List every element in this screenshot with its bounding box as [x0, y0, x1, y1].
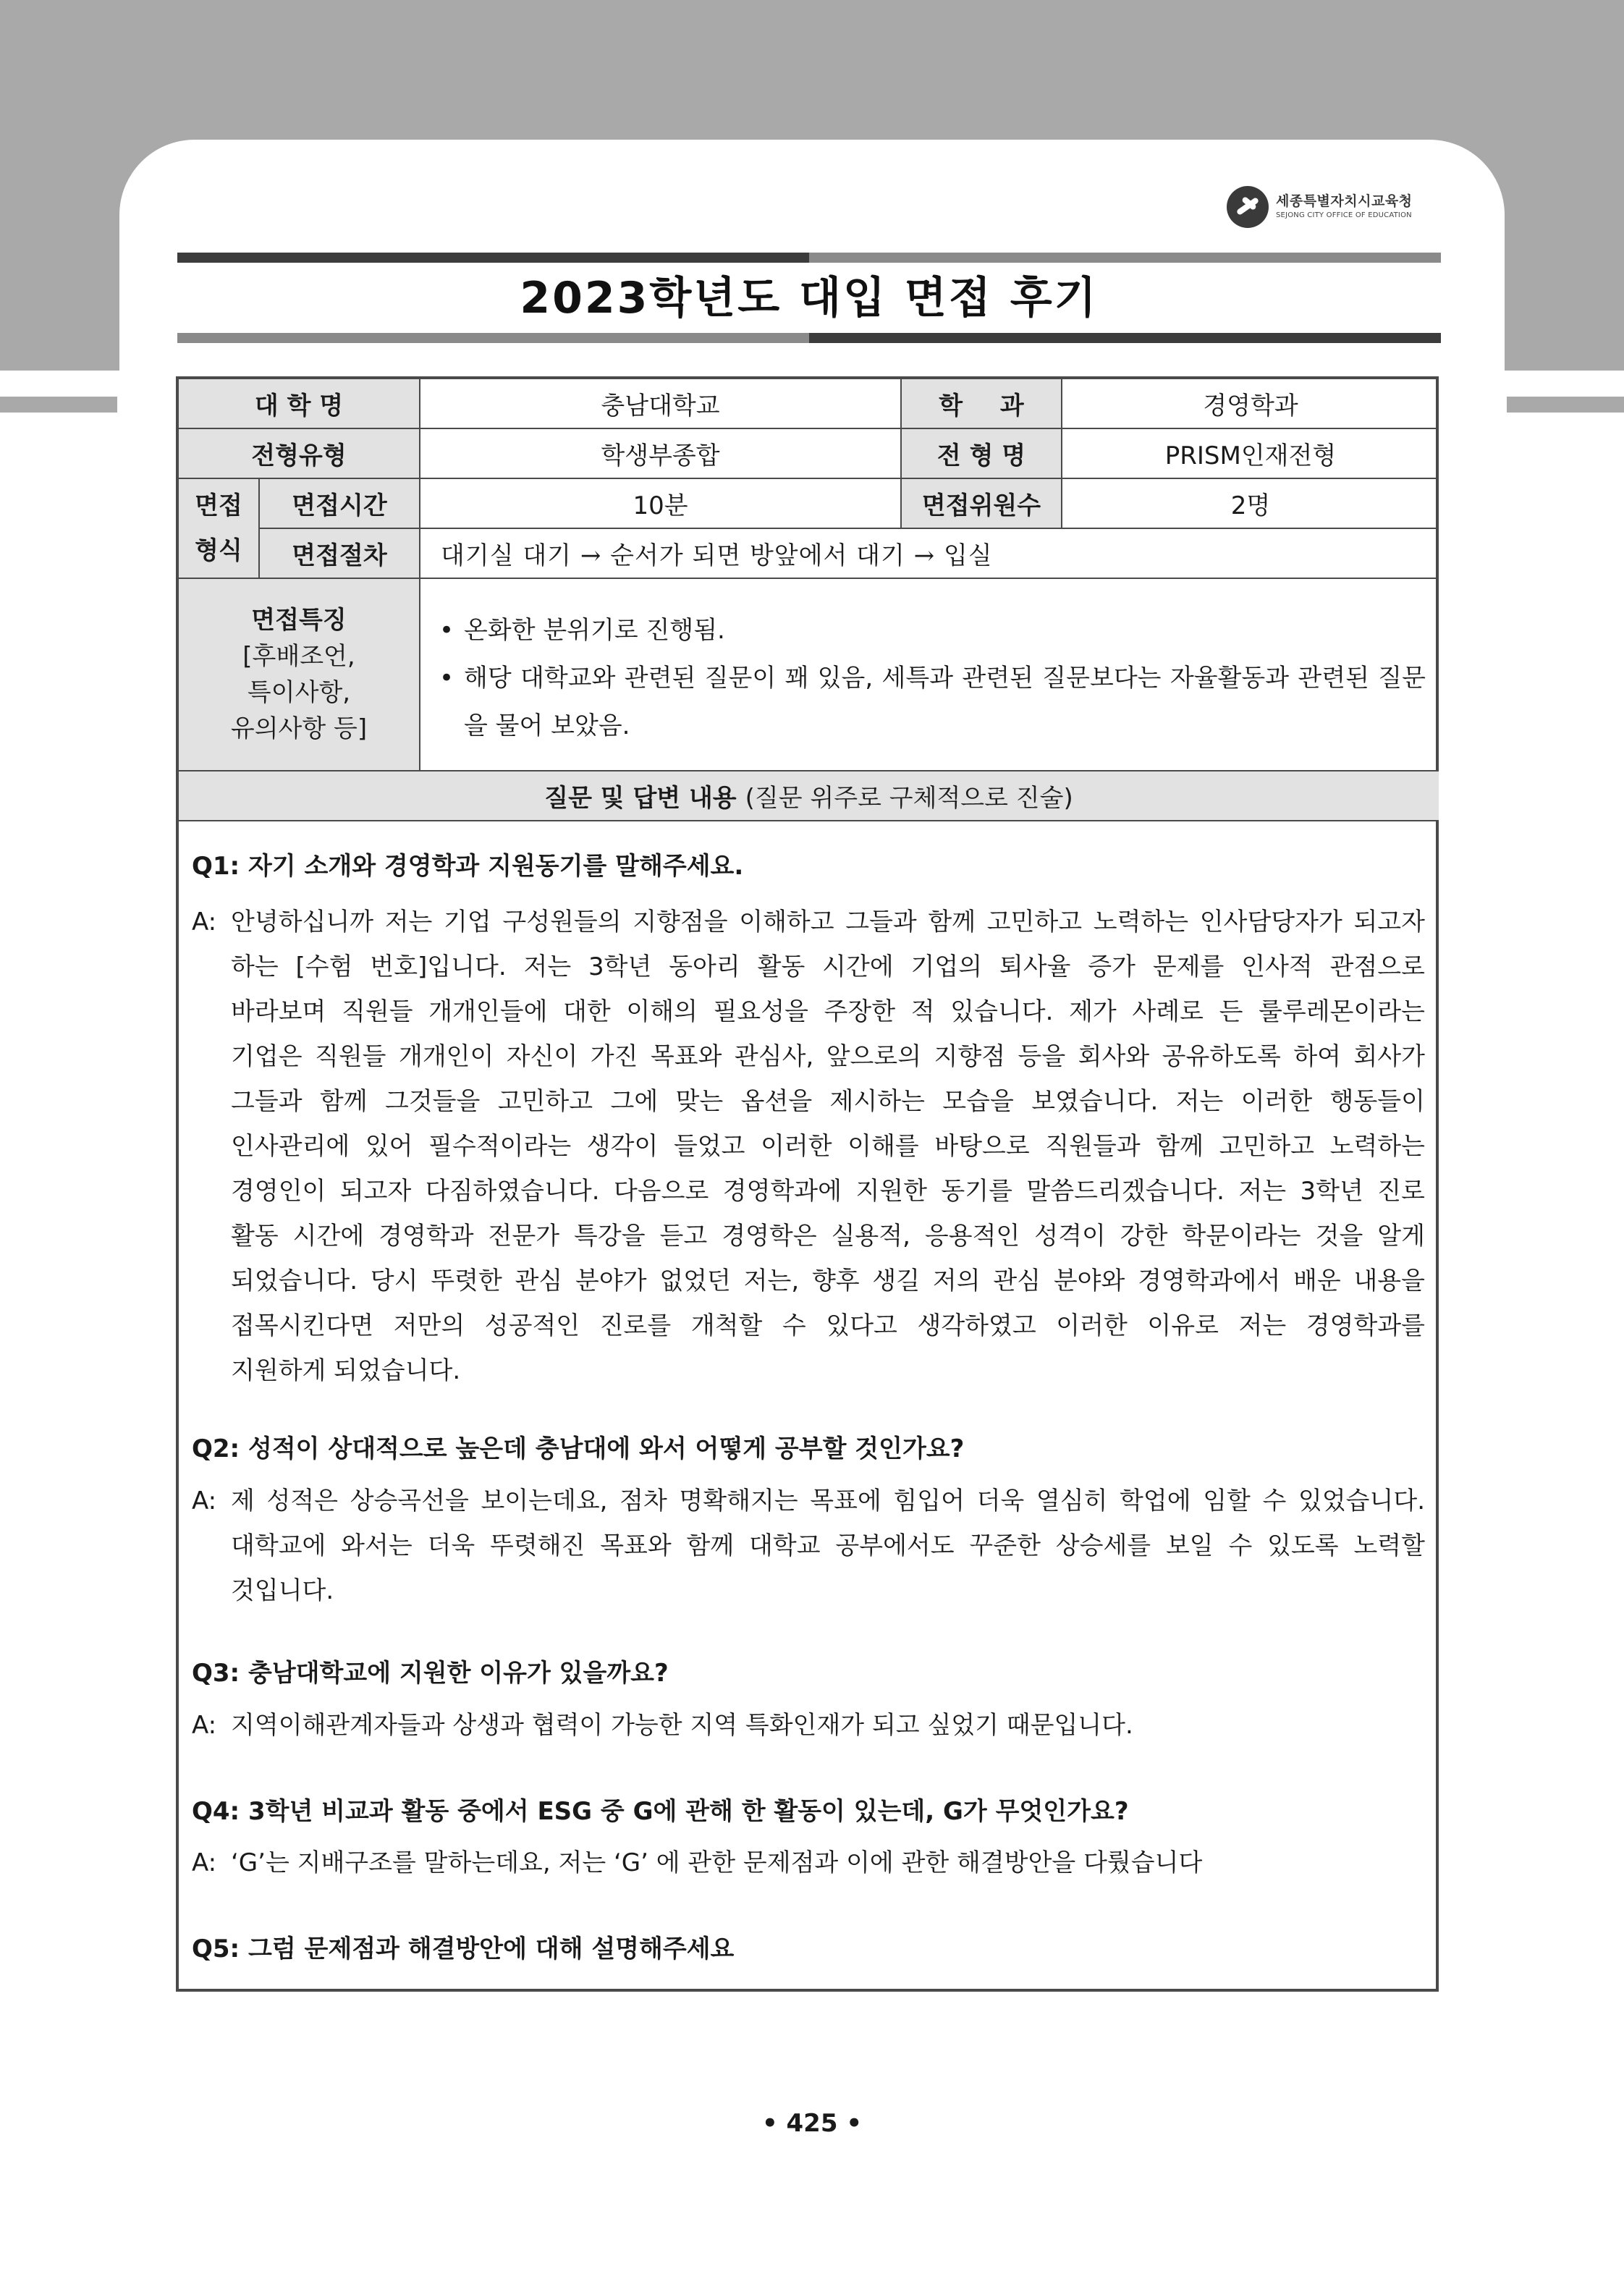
admission-track-value: PRISM인재전형	[1062, 429, 1439, 479]
question-2: Q2: 성적이 상대적으로 높은데 충남대에 와서 어떻게 공부할 것인가요?	[192, 1434, 965, 1463]
qa-section-note: (질문 위주로 구체적으로 진술)	[745, 784, 1073, 813]
answer-label: A:	[192, 1711, 217, 1740]
logo-korean-name: 세종특별자치시교육청	[1276, 193, 1413, 209]
university-value: 충남대학교	[420, 379, 902, 429]
question-3: Q3: 충남대학교에 지원한 이유가 있을까요?	[192, 1659, 669, 1688]
answer-line: ‘G’는 지배구조를 말하는데요, 저는 ‘G’ 에 관한 문제점과 이에 관한 해결방안을 다뤘습니다	[231, 1848, 1203, 1877]
logo-english-name: SEJONG CITY OFFICE OF EDUCATION	[1276, 211, 1412, 219]
admission-type-value: 학생부종합	[420, 429, 902, 479]
answer-label: A:	[192, 908, 217, 936]
admission-type-label: 전형유형	[179, 429, 420, 479]
qa-section-title: 질문 및 답변 내용	[544, 784, 737, 813]
features-label-line2: [후배조언,	[242, 642, 355, 671]
interviewers-value: 2명	[1062, 479, 1439, 529]
answer-line: 되었습니다. 당시 뚜렷한 관심 분야가 없었던 저는, 향후 생길 저의 관심 분야와 경영학과에서 배운 내용을	[231, 1267, 1425, 1295]
answer-line: 접목시킨다면 저만의 성공적인 진로를 개척할 수 있다고 생각하였고 이러한 이유로 저는 경영학과를	[231, 1311, 1425, 1340]
format-label-line1: 면접	[195, 491, 242, 520]
document-title: 2023학년도 대입 면접 후기	[520, 273, 1099, 324]
duration-value: 10분	[420, 479, 902, 529]
features-label-line3: 특이사항,	[247, 678, 351, 707]
answer-line: 지원하게 되었습니다.	[231, 1356, 461, 1385]
qa-item-2	[192, 1427, 1425, 1471]
title-rule-top-right	[809, 253, 1441, 263]
features-value	[420, 579, 1439, 771]
procedure-value: 대기실 대기 → 순서가 되면 방앞에서 대기 → 입실	[420, 529, 1439, 579]
answer-line: 경영인이 되고자 다짐하였습니다. 다음으로 경영학과에 지원한 동기를 말씀드리겠습니다. 저는 3학년 진로	[231, 1177, 1425, 1206]
answer-line: 대학교에 와서는 더욱 뚜렷해진 목표와 함께 대학교 공부에서도 꾸준한 상승세를 보일 수 있도록 노력할	[231, 1531, 1425, 1560]
features-label	[179, 579, 420, 771]
emblem-icon	[1227, 186, 1269, 228]
procedure-label: 면접절차	[260, 529, 420, 579]
answer-line: 제 성적은 상승곡선을 보이는데요, 점차 명확해지는 목표에 힘입어 더욱 열심히 학업에 임할 수 있었습니다.	[231, 1487, 1425, 1515]
answer-2	[192, 1479, 1425, 1613]
title-rule-bottom-right	[809, 333, 1441, 343]
question-1: Q1: 자기 소개와 경영학과 지원동기를 말해주세요.	[192, 852, 744, 881]
answer-line: 활동 시간에 경영학과 전문가 특강을 듣고 경영학은 실용적, 응용적인 성격이 강한 학문이라는 것을 알게	[231, 1222, 1425, 1251]
left-edge-stub	[0, 397, 117, 413]
right-edge-stub	[1507, 397, 1624, 413]
answer-line: 바라보며 직원들 개개인들에 대한 이해의 필요성을 주장한 적 있습니다. 제가 사례로 든 룰루레몬이라는	[231, 997, 1425, 1026]
page-number: • 425 •	[761, 2109, 863, 2138]
answer-line: 하는 [수험 번호]입니다. 저는 3학년 동아리 활동 시간에 기업의 퇴사율 증가 문제를 인사적 관점으로	[231, 952, 1425, 981]
qa-item-4	[192, 1790, 1425, 1833]
office-logo	[1227, 184, 1444, 230]
admission-track-label: 전 형 명	[902, 429, 1062, 479]
qa-section-header	[179, 771, 1439, 821]
qa-item-3	[192, 1652, 1425, 1695]
answer-line: 것입니다.	[231, 1576, 334, 1605]
format-label-line2: 형식	[195, 536, 242, 565]
university-label: 대 학 명	[179, 379, 420, 429]
answer-line: 그들과 함께 그것들을 고민하고 그에 맞는 옵션을 제시하는 모습을 보였습니다. 저는 이러한 행동들이	[231, 1087, 1425, 1116]
answer-3	[192, 1703, 1425, 1748]
answer-1	[192, 900, 1425, 1393]
feature-item: • 해당 대학교와 관련된 질문이 꽤 있음, 세특과 관련된 질문보다는 자율활동과 관련된 질문을 물어 보았음.	[439, 654, 1426, 750]
answer-line: 인사관리에 있어 필수적이라는 생각이 들었고 이러한 이해를 바탕으로 직원들과 함께 고민하고 노력하는	[231, 1132, 1425, 1161]
title-rule-bottom-left	[177, 333, 809, 343]
department-label: 학 과	[902, 379, 1062, 429]
answer-line: 기업은 직원들 개개인이 자신이 가진 목표와 관심사, 앞으로의 지향점 등을 회사와 공유하도록 하여 회사가	[231, 1042, 1425, 1071]
answer-line: 지역이해관계자들과 상생과 협력이 가능한 지역 특화인재가 되고 싶었기 때문입니다.	[231, 1711, 1133, 1740]
answer-line: 안녕하십니까 저는 기업 구성원들의 지향점을 이해하고 그들과 함께 고민하고 노력하는 인사담당자가 되고자	[231, 908, 1425, 936]
qa-item-5	[192, 1927, 1425, 1971]
answer-4	[192, 1840, 1425, 1885]
features-label-title: 면접특징	[251, 606, 347, 635]
answer-label: A:	[192, 1848, 217, 1877]
duration-label: 면접시간	[260, 479, 420, 529]
department-value: 경영학과	[1062, 379, 1439, 429]
features-list	[420, 606, 1426, 750]
interviewers-label: 면접위원수	[902, 479, 1062, 529]
answer-label: A:	[192, 1487, 217, 1515]
feature-item: • 온화한 분위기로 진행됨.	[439, 606, 1426, 654]
format-label	[179, 479, 260, 579]
question-4: Q4: 3학년 비교과 활동 중에서 ESG 중 G에 관해 한 활동이 있는데, G가 무엇인가요?	[192, 1797, 1129, 1826]
title-rule-top-left	[177, 253, 809, 263]
question-5: Q5: 그럼 문제점과 해결방안에 대해 설명해주세요	[192, 1935, 735, 1963]
features-label-line4: 유의사항 등]	[230, 714, 368, 743]
qa-item-1	[192, 845, 1425, 888]
